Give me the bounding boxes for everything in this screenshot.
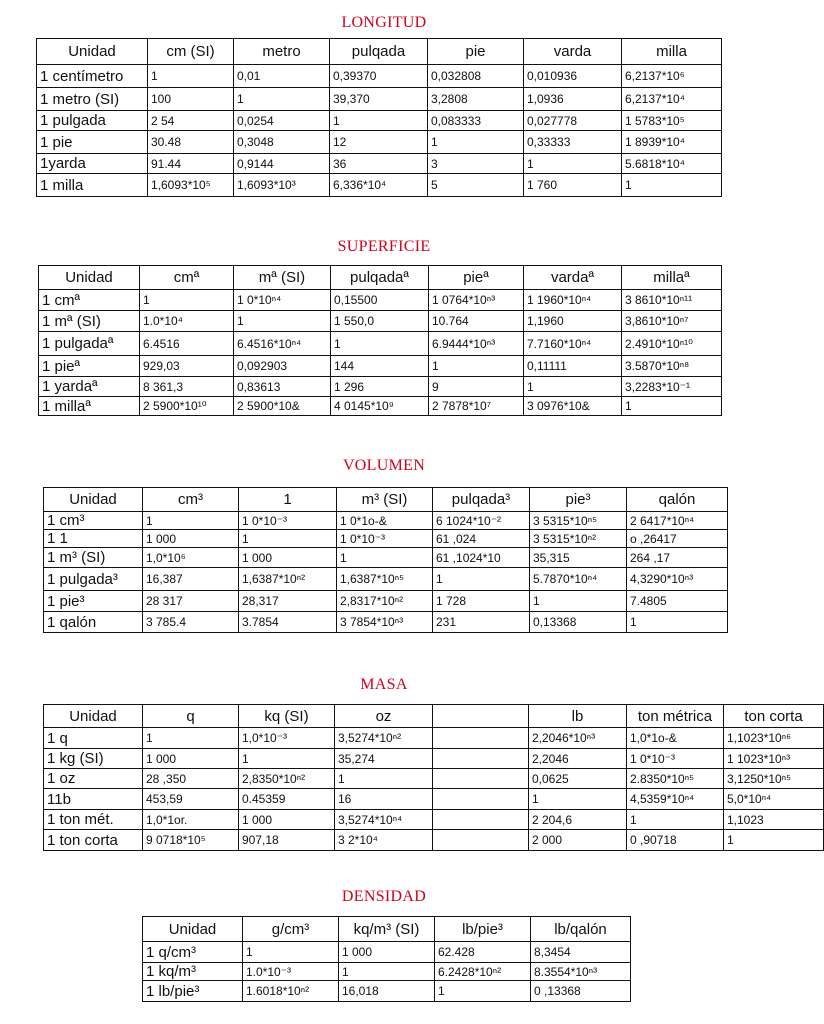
- table-cell: 1,6387*10ⁿ⁵: [337, 568, 433, 591]
- table-cell: 1: [143, 512, 239, 530]
- table-cell: 35,315: [530, 548, 627, 568]
- table-cell: 1: [433, 568, 530, 591]
- table-cell: 7.7160*10ⁿ⁴: [524, 332, 622, 356]
- table-row: [44, 512, 728, 530]
- table-cell: 1 0*10ⁿ⁴: [234, 290, 331, 311]
- table-cell: 3 5315*10ⁿ⁵: [530, 512, 627, 530]
- table-cell: 0,11111: [524, 356, 622, 377]
- table-cell: 3.7854: [239, 612, 337, 633]
- table-cell: 28 317: [143, 591, 239, 612]
- table-cell: 0,092903: [234, 356, 331, 377]
- table-cell: [433, 769, 529, 789]
- table-cell: 1 296: [331, 377, 429, 397]
- table-cell: o ,26417: [627, 530, 728, 548]
- table-cell: 2.8350*10ⁿ⁵: [627, 769, 724, 789]
- densidad-title: DENSIDAD: [341, 888, 427, 905]
- volumen-title: VOLUMEN: [342, 457, 426, 474]
- longitud-table: [36, 38, 722, 197]
- table-cell: 4,5359*10ⁿ⁴: [627, 789, 724, 810]
- table-cell: 0,3048: [234, 131, 330, 154]
- row-label: 1 ton mét.: [44, 810, 143, 830]
- table-cell: 0 ,90718: [627, 830, 724, 851]
- table-cell: 3,8610*10ⁿ⁷: [622, 311, 722, 332]
- column-header: pulqadaª: [331, 266, 429, 290]
- table-row: [37, 111, 722, 131]
- column-header: mª (SI): [234, 266, 331, 290]
- column-header: pie: [428, 39, 524, 65]
- longitud-title: LONGITUD: [341, 14, 427, 31]
- table-cell: 2 6417*10ⁿ⁴: [627, 512, 728, 530]
- table-row: [44, 810, 824, 830]
- column-header: kq (SI): [239, 705, 335, 728]
- table-row: [44, 749, 824, 769]
- row-label: 1 metro (SI): [37, 88, 148, 111]
- table-cell: 1,0936: [524, 88, 622, 111]
- table-cell: 0,13368: [530, 612, 627, 633]
- table-cell: 1: [234, 88, 330, 111]
- table-cell: 1 550,0: [331, 311, 429, 332]
- table-cell: 62.428: [435, 942, 531, 963]
- table-cell: 61 ,024: [433, 530, 530, 548]
- table-cell: 1,6093*10⁵: [148, 174, 234, 197]
- table-cell: 2 5900*10¹⁰: [140, 397, 234, 416]
- table-cell: 1,0*10⁻³: [239, 728, 335, 749]
- row-label: 1 millaª: [39, 397, 140, 416]
- densidad-header-row: [143, 917, 631, 942]
- table-cell: 30.48: [148, 131, 234, 154]
- table-cell: 36: [330, 154, 428, 174]
- table-cell: 2,2046: [529, 749, 627, 769]
- table-cell: 144: [331, 356, 429, 377]
- table-cell: 3 5315*10ⁿ²: [530, 530, 627, 548]
- table-cell: 0,33333: [524, 131, 622, 154]
- table-cell: 1: [524, 154, 622, 174]
- column-header: q: [143, 705, 239, 728]
- column-header: pieª: [429, 266, 524, 290]
- table-cell: 0,83613: [234, 377, 331, 397]
- table-cell: 6.2428*10ⁿ²: [435, 963, 531, 981]
- table-cell: 61 ,1024*10: [433, 548, 530, 568]
- column-header: Unidad: [44, 705, 143, 728]
- masa-table: [43, 704, 824, 851]
- table-cell: [433, 749, 529, 769]
- table-cell: 35,274: [335, 749, 433, 769]
- table-cell: 100: [148, 88, 234, 111]
- row-label: 1 cmª: [39, 290, 140, 311]
- table-cell: 1,0*1or.: [143, 810, 239, 830]
- table-cell: 28 ,350: [143, 769, 239, 789]
- row-label: 1 ton corta: [44, 830, 143, 851]
- table-cell: 1: [148, 65, 234, 88]
- table-cell: 3,5274*10ⁿ⁴: [335, 810, 433, 830]
- column-header: metro: [234, 39, 330, 65]
- table-cell: 9 0718*10⁵: [143, 830, 239, 851]
- table-cell: 1: [239, 749, 335, 769]
- row-label: 1 m³ (SI): [44, 548, 143, 568]
- row-label: 1 1: [44, 530, 143, 548]
- table-cell: 6.4516: [140, 332, 234, 356]
- column-header: pulqada: [330, 39, 428, 65]
- row-label: 1 q/cm³: [143, 942, 243, 963]
- table-row: [37, 65, 722, 88]
- table-row: [39, 377, 722, 397]
- table-cell: 6.9444*10ⁿ³: [429, 332, 524, 356]
- row-label: 1 lb/pie³: [143, 981, 243, 1002]
- table-cell: 1 0764*10ⁿ³: [429, 290, 524, 311]
- table-row: [39, 311, 722, 332]
- table-cell: 1: [627, 612, 728, 633]
- table-cell: 1 000: [339, 942, 435, 963]
- superficie-title: SUPERFICIE: [337, 238, 431, 255]
- table-cell: 1: [140, 290, 234, 311]
- table-cell: 5.7870*10ⁿ⁴: [530, 568, 627, 591]
- table-cell: 1: [435, 981, 531, 1002]
- table-cell: 5: [428, 174, 524, 197]
- table-cell: 1 000: [239, 810, 335, 830]
- row-label: 1 q: [44, 728, 143, 749]
- table-row: [44, 830, 824, 851]
- table-cell: 2 204,6: [529, 810, 627, 830]
- table-cell: [433, 810, 529, 830]
- table-cell: 2 5900*10&: [234, 397, 331, 416]
- table-row: [44, 591, 728, 612]
- table-cell: 1: [239, 530, 337, 548]
- row-label: 1 kg (SI): [44, 749, 143, 769]
- table-cell: 6,336*10⁴: [330, 174, 428, 197]
- table-cell: 1 8939*10⁴: [622, 131, 722, 154]
- table-cell: 0,0625: [529, 769, 627, 789]
- table-row: [143, 963, 631, 981]
- table-cell: 10.764: [429, 311, 524, 332]
- table-row: [37, 154, 722, 174]
- table-cell: 28,317: [239, 591, 337, 612]
- column-header: lb/pie³: [435, 917, 531, 942]
- table-cell: 1: [529, 789, 627, 810]
- table-cell: 1 0*10⁻³: [337, 530, 433, 548]
- table-cell: 0,9144: [234, 154, 330, 174]
- row-label: 1 oz: [44, 769, 143, 789]
- table-cell: 0,39370: [330, 65, 428, 88]
- table-cell: 2,2046*10ⁿ³: [529, 728, 627, 749]
- table-cell: 0,032808: [428, 65, 524, 88]
- table-cell: 2,8317*10ⁿ²: [337, 591, 433, 612]
- row-label: 1 mª (SI): [39, 311, 140, 332]
- table-cell: 1: [331, 332, 429, 356]
- table-cell: 9: [429, 377, 524, 397]
- longitud-header-row: [37, 39, 722, 65]
- row-label: 1 centímetro: [37, 65, 148, 88]
- table-row: [44, 530, 728, 548]
- table-cell: 1,1023*10ⁿ⁶: [724, 728, 824, 749]
- column-header: Unidad: [37, 39, 148, 65]
- densidad-table: [142, 916, 631, 1002]
- column-header: ton corta: [724, 705, 824, 728]
- table-cell: 2 000: [529, 830, 627, 851]
- table-cell: 264 ,17: [627, 548, 728, 568]
- row-label: 1yarda: [37, 154, 148, 174]
- table-cell: 1: [234, 311, 331, 332]
- table-cell: 907,18: [239, 830, 335, 851]
- column-header: oz: [335, 705, 433, 728]
- table-cell: 1: [622, 397, 722, 416]
- table-cell: 1 0*1o-&: [337, 512, 433, 530]
- table-row: [39, 290, 722, 311]
- row-label: 1 qalón: [44, 612, 143, 633]
- table-cell: 929,03: [140, 356, 234, 377]
- table-cell: 1.0*10⁻³: [243, 963, 339, 981]
- table-cell: 8.3554*10ⁿ³: [531, 963, 631, 981]
- table-cell: 5,0*10ⁿ⁴: [724, 789, 824, 810]
- table-cell: 1: [243, 942, 339, 963]
- table-cell: 1 1023*10ⁿ³: [724, 749, 824, 769]
- column-header: vardaª: [524, 266, 622, 290]
- column-header: lb: [529, 705, 627, 728]
- volumen-header-row: [44, 488, 728, 512]
- column-header: varda: [524, 39, 622, 65]
- table-cell: 0.45359: [239, 789, 335, 810]
- table-cell: 1 000: [143, 749, 239, 769]
- table-cell: 1.6018*10ⁿ²: [243, 981, 339, 1002]
- table-cell: 3,2808: [428, 88, 524, 111]
- column-header: [433, 705, 529, 728]
- table-cell: 0,0254: [234, 111, 330, 131]
- table-cell: 2 54: [148, 111, 234, 131]
- table-cell: 12: [330, 131, 428, 154]
- column-header: qalón: [627, 488, 728, 512]
- table-row: [143, 942, 631, 963]
- table-cell: 4 0145*10⁹: [331, 397, 429, 416]
- row-label: 1 pie: [37, 131, 148, 154]
- column-header: Unidad: [39, 266, 140, 290]
- table-cell: 7.4805: [627, 591, 728, 612]
- row-label: 1 pulgada: [37, 111, 148, 131]
- table-cell: 3 0976*10&: [524, 397, 622, 416]
- table-cell: 1.0*10⁴: [140, 311, 234, 332]
- row-label: 1 yardaª: [39, 377, 140, 397]
- masa-title: MASA: [360, 676, 408, 693]
- superficie-header-row: [39, 266, 722, 290]
- table-cell: 1 5783*10⁵: [622, 111, 722, 131]
- table-cell: 1: [335, 769, 433, 789]
- row-label: 1 kq/m³: [143, 963, 243, 981]
- table-cell: 1: [337, 548, 433, 568]
- table-cell: 8 361,3: [140, 377, 234, 397]
- table-row: [37, 174, 722, 197]
- table-cell: 1: [530, 591, 627, 612]
- table-cell: [433, 728, 529, 749]
- table-cell: [433, 830, 529, 851]
- row-label: 1 pie³: [44, 591, 143, 612]
- table-cell: [433, 789, 529, 810]
- table-cell: 3 7854*10ⁿ³: [337, 612, 433, 633]
- table-cell: 6 1024*10⁻²: [433, 512, 530, 530]
- table-cell: 231: [433, 612, 530, 633]
- table-cell: 1: [330, 111, 428, 131]
- table-cell: 3 785.4: [143, 612, 239, 633]
- table-row: [39, 332, 722, 356]
- column-header: 1: [239, 488, 337, 512]
- table-row: [44, 548, 728, 568]
- row-label: 1 cm³: [44, 512, 143, 530]
- table-cell: 3 2*10⁴: [335, 830, 433, 851]
- table-row: [143, 981, 631, 1002]
- table-cell: 1: [622, 174, 722, 197]
- column-header: ton métrica: [627, 705, 724, 728]
- table-cell: 2,8350*10ⁿ²: [239, 769, 335, 789]
- table-cell: 1 1960*10ⁿ⁴: [524, 290, 622, 311]
- table-cell: 16: [335, 789, 433, 810]
- table-row: [44, 728, 824, 749]
- row-label: 11b: [44, 789, 143, 810]
- table-cell: 3.5870*10ⁿ⁸: [622, 356, 722, 377]
- table-cell: 6,2137*10⁶: [622, 65, 722, 88]
- table-cell: 1 760: [524, 174, 622, 197]
- table-cell: 2 7878*10⁷: [429, 397, 524, 416]
- table-cell: 1 728: [433, 591, 530, 612]
- table-row: [37, 88, 722, 111]
- table-row: [44, 612, 728, 633]
- column-header: cm³: [143, 488, 239, 512]
- row-label: 1 pulgadaª: [39, 332, 140, 356]
- table-cell: 1: [339, 963, 435, 981]
- table-cell: 1,6093*10³: [234, 174, 330, 197]
- column-header: Unidad: [44, 488, 143, 512]
- table-cell: 16,387: [143, 568, 239, 591]
- table-cell: 1: [524, 377, 622, 397]
- table-cell: 4,3290*10ⁿ³: [627, 568, 728, 591]
- table-cell: 0,027778: [524, 111, 622, 131]
- table-cell: 1: [724, 830, 824, 851]
- column-header: pulqada³: [433, 488, 530, 512]
- column-header: milla: [622, 39, 722, 65]
- table-cell: 1,1960: [524, 311, 622, 332]
- row-label: 1 milla: [37, 174, 148, 197]
- table-cell: 91.44: [148, 154, 234, 174]
- table-cell: 3 8610*10ⁿ¹¹: [622, 290, 722, 311]
- table-cell: 5.6818*10⁴: [622, 154, 722, 174]
- masa-header-row: [44, 705, 824, 728]
- column-header: Unidad: [143, 917, 243, 942]
- table-row: [37, 131, 722, 154]
- table-cell: 1,0*10⁶: [143, 548, 239, 568]
- table-cell: 1 0*10⁻³: [627, 749, 724, 769]
- column-header: lb/qalón: [531, 917, 631, 942]
- table-cell: 2.4910*10ⁿ¹⁰: [622, 332, 722, 356]
- column-header: cmª: [140, 266, 234, 290]
- table-cell: 39,370: [330, 88, 428, 111]
- column-header: g/cm³: [243, 917, 339, 942]
- table-cell: 0,010936: [524, 65, 622, 88]
- table-cell: 1,0*1o-&: [627, 728, 724, 749]
- table-cell: 1: [428, 131, 524, 154]
- table-cell: 1: [143, 728, 239, 749]
- row-label: 1 pieª: [39, 356, 140, 377]
- table-cell: 0,15500: [331, 290, 429, 311]
- table-row: [44, 568, 728, 591]
- column-header: pie³: [530, 488, 627, 512]
- column-header: kq/m³ (SI): [339, 917, 435, 942]
- table-cell: 8,3454: [531, 942, 631, 963]
- table-cell: 16,018: [339, 981, 435, 1002]
- table-cell: 1,6387*10ⁿ²: [239, 568, 337, 591]
- table-cell: 1: [429, 356, 524, 377]
- table-cell: 6,2137*10⁴: [622, 88, 722, 111]
- table-cell: 1: [627, 810, 724, 830]
- table-row: [44, 769, 824, 789]
- table-row: [44, 789, 824, 810]
- table-cell: 3,1250*10ⁿ⁵: [724, 769, 824, 789]
- table-row: [39, 397, 722, 416]
- row-label: 1 pulgada³: [44, 568, 143, 591]
- table-cell: 1 0*10⁻³: [239, 512, 337, 530]
- table-cell: 0 ,13368: [531, 981, 631, 1002]
- table-cell: 1 000: [143, 530, 239, 548]
- table-cell: 0,01: [234, 65, 330, 88]
- table-cell: 0,083333: [428, 111, 524, 131]
- superficie-table: [38, 265, 722, 416]
- table-cell: 3,5274*10ⁿ²: [335, 728, 433, 749]
- table-cell: 1 000: [239, 548, 337, 568]
- column-header: m³ (SI): [337, 488, 433, 512]
- column-header: cm (SI): [148, 39, 234, 65]
- table-row: [39, 356, 722, 377]
- table-cell: 3,2283*10⁻¹: [622, 377, 722, 397]
- table-cell: 1,1023: [724, 810, 824, 830]
- column-header: millaª: [622, 266, 722, 290]
- table-cell: 6.4516*10ⁿ⁴: [234, 332, 331, 356]
- volumen-table: [43, 487, 728, 633]
- table-cell: 3: [428, 154, 524, 174]
- table-cell: 453,59: [143, 789, 239, 810]
